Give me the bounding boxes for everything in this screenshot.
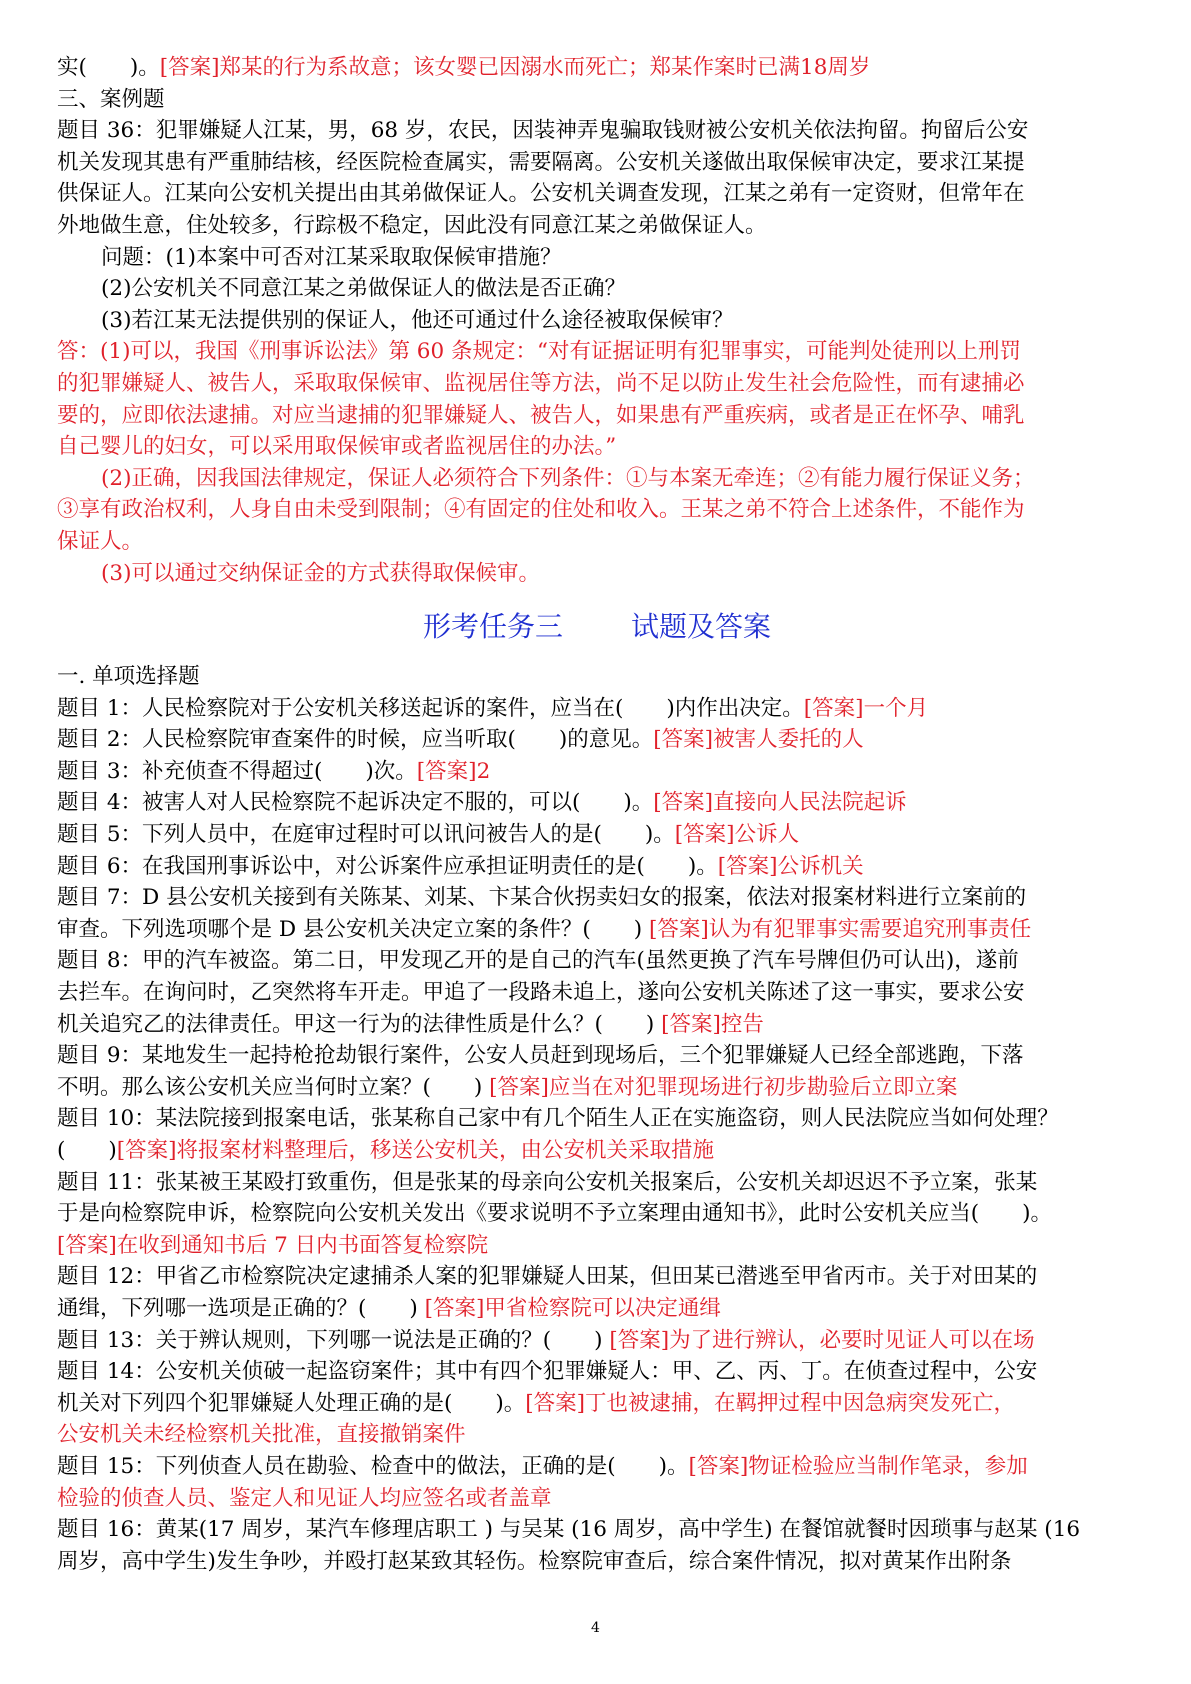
answer-text: [答案]认为有犯罪事实需要追究刑事责任 — [649, 916, 1032, 942]
task-title-right: 试题及答案 — [631, 610, 772, 644]
sub-question: (2)公安机关不同意江某之弟做保证人的做法是否正确？ — [101, 276, 626, 302]
answer-text: [答案]为了进行辨认，必要时见证人可以在场 — [609, 1327, 1035, 1353]
question-item — [57, 851, 1137, 883]
question-text: 题目 5：下列人员中，在庭审过程时可以讯问被告人的是( )。 — [57, 822, 675, 848]
answer-line: (2)正确，因我国法律规定，保证人必须符合下列条件：①与本案无牵连；②有能力履行保证义务； — [101, 465, 1035, 491]
answer-text: 检验的侦查人员、鉴定人和见证人均应签名或者盖章 — [57, 1485, 552, 1511]
question-text: 题目 3：补充侦查不得超过( )次。 — [57, 758, 417, 784]
answer-text: [答案]将报案材料整理后，移送公安机关，由公安机关采取措施 — [116, 1138, 715, 1163]
answer-text: [答案]应当在对犯罪现场进行初步勘验后立即立案 — [489, 1074, 958, 1100]
section-heading: 三、案例题 — [57, 86, 165, 112]
section-heading: 一. 单项选择题 — [57, 664, 200, 690]
question-16 — [57, 1514, 1137, 1577]
answer-line: 的犯罪嫌疑人、被告人，采取取保候审、监视居住等方法，尚不足以防止发生社会危险性，而有逮捕必 — [57, 370, 1025, 396]
answer-line: (3)可以通过交纳保证金的方式获得取保候审。 — [101, 560, 540, 586]
question-12 — [57, 1261, 1137, 1324]
case-36-question — [57, 115, 1137, 336]
question-8 — [57, 945, 1137, 1040]
answer-line: 保证人。 — [57, 528, 144, 554]
question-item — [57, 756, 1137, 788]
question-text: 机关追究乙的法律责任。甲这一行为的法律性质是什么？( ) — [57, 1011, 662, 1037]
text-line: 机关发现其患有严重肺结核，经医院检查属实，需要隔离。公安机关遂做出取保候审决定，要求江某提 — [57, 149, 1025, 175]
question-item — [57, 724, 1137, 756]
sub-question: 问题：(1)本案中可否对江某采取取保候审措施？ — [101, 244, 562, 270]
question-text: 题目 16：黄某(17 周岁，某汽车修理店职工 ) 与吴某 (16 周岁，高中学生) 在餐馆就餐时因琐事与赵某 (16 — [57, 1517, 1081, 1543]
answer-text: [答案]被害人委托的人 — [653, 727, 864, 753]
answer-line: 要的，应即依法逮捕。对应当逮捕的犯罪嫌疑人、被告人，如果患有严重疾病，或者是正在怀孕、哺乳 — [57, 402, 1025, 428]
question-14 — [57, 1356, 1137, 1451]
question-10 — [57, 1103, 1137, 1166]
question-text: 题目 6：在我国刑事诉讼中，对公诉案件应承担证明责任的是( )。 — [57, 853, 718, 879]
answer-text: [答案]物证检验应当制作笔录，参加 — [688, 1453, 1028, 1479]
question-text: 题目 8：甲的汽车被盗。第二日，甲发现乙开的是自己的汽车(虽然更换了汽车号牌但仍可认出)，遂前 — [57, 948, 1019, 974]
question-fragment: 实( )。 — [57, 55, 160, 80]
answer-text: [答案]甲省检察院可以决定通缉 — [424, 1295, 721, 1321]
question-text: 题目 11：张某被王某殴打致重伤，但是张某的母亲向公安机关报案后，公安机关却迟迟不予立案，张某 — [57, 1169, 1038, 1195]
text-line: 供保证人。江某向公安机关提出由其弟做保证人。公安机关调查发现，江某之弟有一定资财，但常年在 — [57, 181, 1025, 207]
question-item — [57, 693, 1137, 725]
answer-text: [答案]郑某的行为系故意；该女婴已因溺水而死亡；郑某作案时已满18周岁 — [159, 55, 871, 80]
text-line: 外地做生意，住处较多，行踪极不稳定，因此没有同意江某之弟做保证人。 — [57, 212, 767, 238]
answer-text: [答案]公诉机关 — [717, 853, 864, 879]
case-36-answer — [57, 336, 1137, 589]
question-9 — [57, 1040, 1137, 1103]
answer-line: 自己婴儿的妇女，可以采用取保候审或者监视居住的办法。” — [57, 434, 617, 460]
task-title-left: 形考任务三 — [422, 610, 563, 644]
document-page — [57, 52, 1137, 1577]
answer-text: [答案]丁也被逮捕，在羁押过程中因急病突发死亡， — [525, 1390, 1016, 1416]
question-text: 不明。那么该公安机关应当何时立案？( ) — [57, 1074, 490, 1100]
question-13 — [57, 1325, 1137, 1357]
question-text: 题目 12：甲省乙市检察院决定逮捕杀人案的犯罪嫌疑人田某，但田某已潜逃至甲省丙市。关于对田某的 — [57, 1264, 1038, 1290]
question-text: 审查。下列选项哪个是 D 县公安机关决定立案的条件？( ) — [57, 916, 650, 942]
continuation-line — [57, 52, 1137, 84]
question-text: 题目 1：人民检察院对于公安机关移送起诉的案件，应当在( )内作出决定。 — [57, 695, 804, 721]
answer-text: [答案]直接向人民法院起诉 — [653, 790, 907, 816]
sub-question: (3)若江某无法提供别的保证人，他还可通过什么途径被取保候审？ — [101, 307, 734, 333]
question-text: 题目 10：某法院接到报案电话，张某称自己家中有几个陌生人正在实施盗窃，则人民法院应当如何处理？ — [57, 1106, 1059, 1132]
answer-line: 答：(1)可以，我国《刑事诉讼法》第 60 条规定：“对有证据证明有犯罪事实，可能判处徒刑以上刑罚 — [57, 339, 1021, 365]
answer-text: [答案]在收到通知书后 7 日内书面答复检察院 — [57, 1232, 489, 1258]
question-text: 题目 9：某地发生一起持枪抢劫银行案件，公安人员赶到现场后，三个犯罪嫌疑人已经全部逃跑，下落 — [57, 1043, 1024, 1069]
question-text: ( ) — [57, 1138, 117, 1163]
question-text: 题目 4：被害人对人民检察院不起诉决定不服的，可以( )。 — [57, 790, 654, 816]
question-text: 题目 15：下列侦查人员在勘验、检查中的做法，正确的是( )。 — [57, 1453, 689, 1479]
question-text: 题目 13：关于辨认规则，下列哪一说法是正确的？( ) — [57, 1327, 610, 1353]
question-15 — [57, 1451, 1137, 1514]
answer-line: ③享有政治权利，人身自由未受到限制；④有固定的住处和收入。王某之弟不符合上述条件，不能作为 — [57, 497, 1025, 523]
answer-text: [答案]公诉人 — [674, 822, 800, 848]
question-text: 去拦车。在询问时，乙突然将车开走。甲追了一段路未追上，遂向公安机关陈述了这一事实，要求公安 — [57, 980, 1025, 1006]
question-item — [57, 819, 1137, 851]
question-text: 题目 7：D 县公安机关接到有关陈某、刘某、卞某合伙拐卖妇女的报案，依法对报案材料进行立案前的 — [57, 885, 1027, 911]
question-item — [57, 787, 1137, 819]
question-text: 通缉，下列哪一选项是正确的？( ) — [57, 1295, 425, 1321]
question-text: 题目 2：人民检察院审查案件的时候，应当听取( )的意见。 — [57, 727, 654, 753]
task-title — [57, 589, 1137, 661]
page-number: 4 — [591, 1620, 600, 1636]
text-line: 题目 36：犯罪嫌疑人江某，男，68 岁，农民，因装神弄鬼骗取钱财被公安机关依法拘留。拘留后公安 — [57, 118, 1029, 144]
answer-text: 公安机关未经检察机关批准，直接撤销案件 — [57, 1422, 466, 1448]
question-text: 题目 14：公安机关侦破一起盗窃案件；其中有四个犯罪嫌疑人：甲、乙、丙、丁。在侦查过程中，公安 — [57, 1359, 1038, 1385]
question-11 — [57, 1167, 1137, 1262]
question-text: 于是向检察院申诉，检察院向公安机关发出《要求说明不予立案理由通知书》，此时公安机关应当( )。 — [57, 1201, 1053, 1227]
answer-text: [答案]控告 — [661, 1011, 764, 1037]
question-7 — [57, 882, 1137, 945]
question-text: 周岁，高中学生)发生争吵，并殴打赵某致其轻伤。检察院审查后，综合案件情况，拟对黄某作出附条 — [57, 1548, 1012, 1574]
answer-text: [答案]一个月 — [803, 695, 929, 721]
question-text: 机关对下列四个犯罪嫌疑人处理正确的是( )。 — [57, 1390, 526, 1416]
answer-text: [答案]2 — [416, 758, 491, 784]
